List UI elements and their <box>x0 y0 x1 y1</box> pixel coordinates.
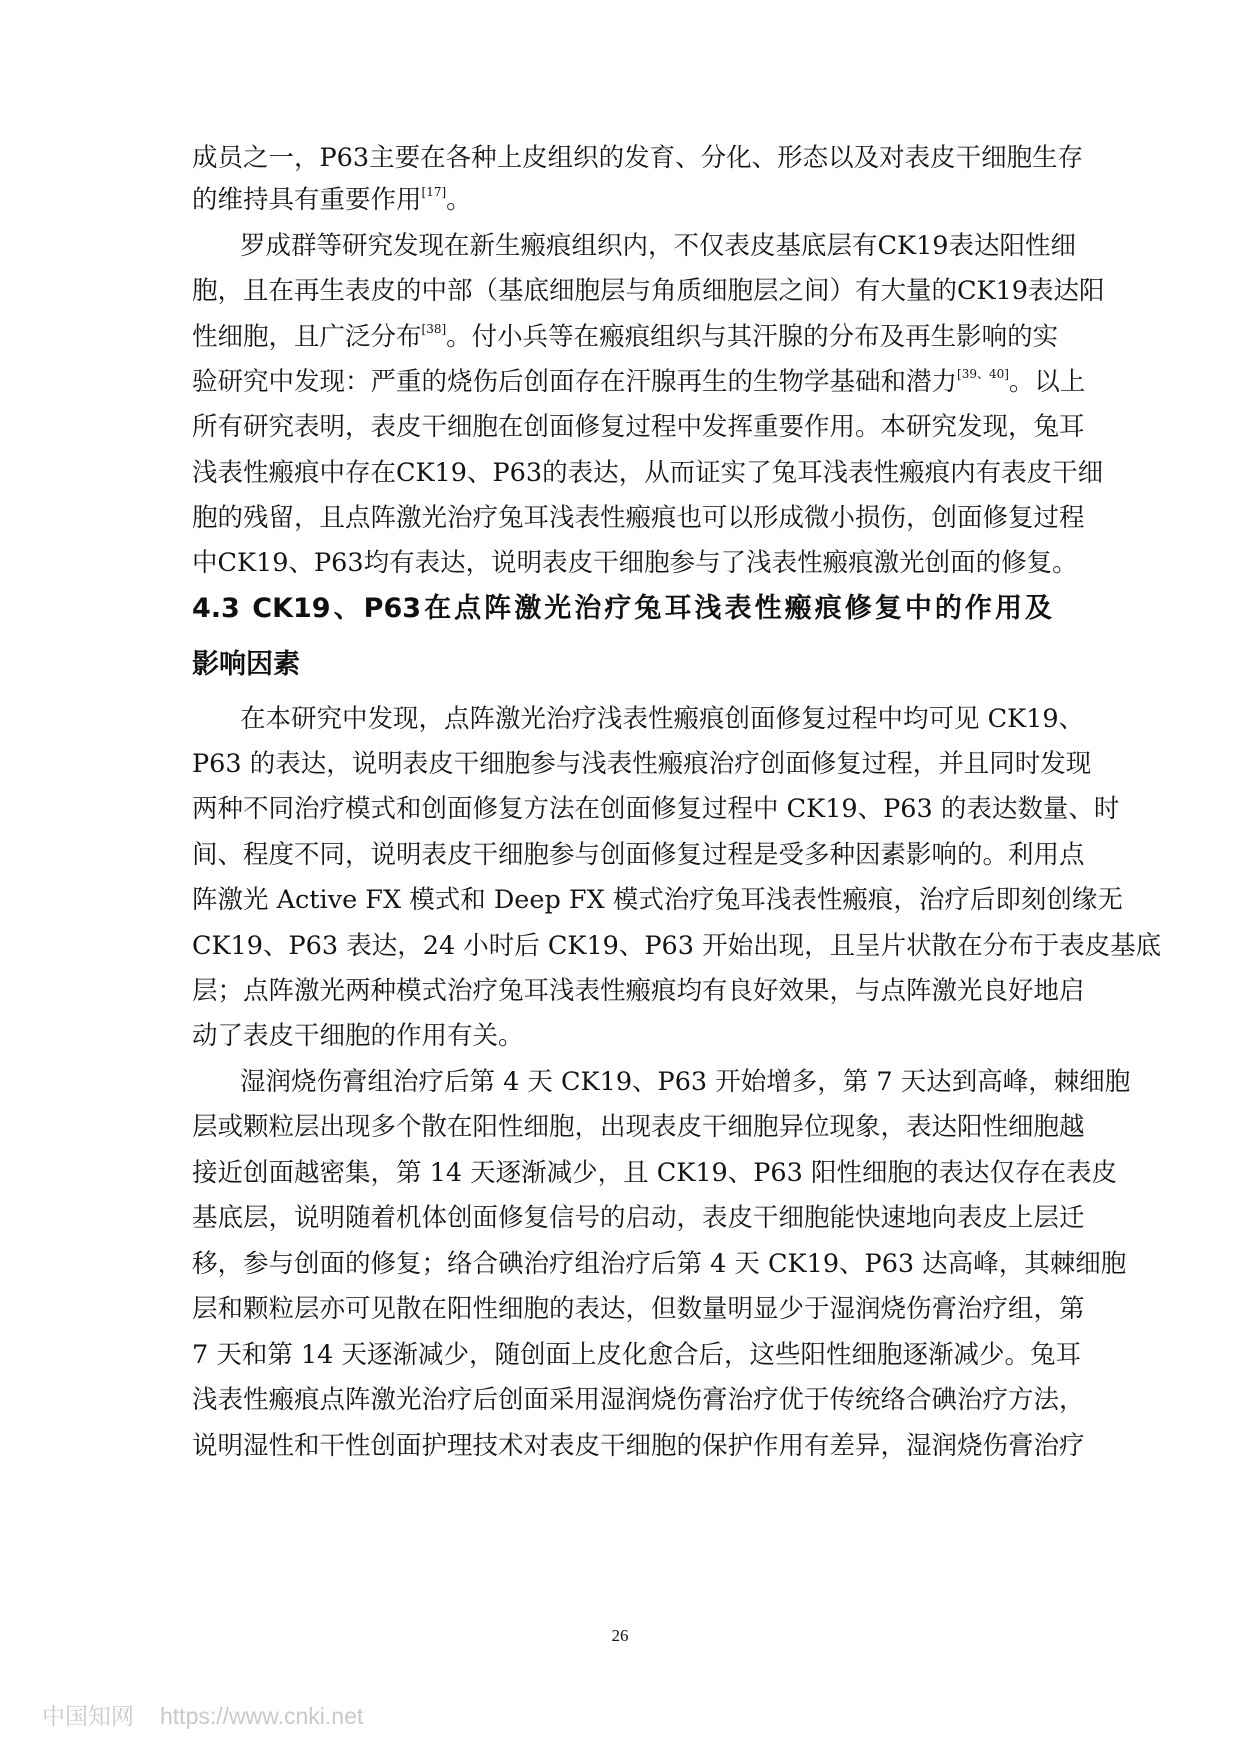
body-line: 所有研究表明，表皮干细胞在创面修复过程中发挥重要作用。本研究发现，兔耳 <box>192 412 1085 442</box>
body-line: 浅表性瘢痕中存在CK19、P63的表达，从而证实了兔耳浅表性瘢痕内有表皮干细 <box>192 458 1104 488</box>
body-line: 接近创面越密集，第 14 天逐渐减少，且 CK19、P63 阳性细胞的表达仅存在表皮 <box>192 1158 1117 1188</box>
body-line: 胞的残留，且点阵激光治疗兔耳浅表性瘢痕也可以形成微小损伤，创面修复过程 <box>192 503 1085 533</box>
body-line: 湿润烧伤膏组治疗后第 4 天 CK19、P63 开始增多，第 7 天达到高峰，棘细胞 <box>240 1067 1131 1097</box>
citation[interactable]: [17] <box>421 185 447 199</box>
body-line: P63 的表达，说明表皮干细胞参与浅表性瘢痕治疗创面修复过程，并且同时发现 <box>192 749 1092 779</box>
body-line: 移，参与创面的修复；络合碘治疗组治疗后第 4 天 CK19、P63 达高峰，其棘细胞 <box>192 1249 1127 1279</box>
body-line: 层或颗粒层出现多个散在阳性细胞，出现表皮干细胞异位现象，表达阳性细胞越 <box>192 1112 1085 1142</box>
body-line: 7 天和第 14 天逐渐减少，随创面上皮化愈合后，这些阳性细胞逐渐减少。兔耳 <box>192 1340 1081 1370</box>
body-line: 阵激光 Active FX 模式和 Deep FX 模式治疗兔耳浅表性瘢痕，治疗后即刻创缘无 <box>192 885 1123 915</box>
watermark <box>42 1702 363 1730</box>
body-line: 的维持具有重要作用[17]。 <box>192 185 472 215</box>
section-heading: 4.3 CK19、P63在点阵激光治疗兔耳浅表性瘢痕修复中的作用及 <box>192 593 1052 624</box>
body-line: 性细胞，且广泛分布[38]。付小兵等在瘢痕组织与其汗腺的分布及再生影响的实 <box>192 322 1059 352</box>
body-line: CK19、P63 表达，24 小时后 CK19、P63 开始出现，且呈片状散在分布于表皮基底 <box>192 931 1162 961</box>
body-line: 在本研究中发现，点阵激光治疗浅表性瘢痕创面修复过程中均可见 CK19、 <box>240 704 1085 734</box>
body-line: 浅表性瘢痕点阵激光治疗后创面采用湿润烧伤膏治疗优于传统络合碘治疗方法， <box>192 1385 1085 1415</box>
body-line: 动了表皮干细胞的作用有关。 <box>192 1021 524 1051</box>
body-line: 罗成群等研究发现在新生瘢痕组织内，不仅表皮基底层有CK19表达阳性细 <box>240 231 1077 261</box>
citation[interactable]: [38] <box>421 322 447 336</box>
watermark-url[interactable]: https://www.cnki.net <box>160 1703 364 1729</box>
body-line: 中CK19、P63均有表达，说明表皮干细胞参与了浅表性瘢痕激光创面的修复。 <box>192 548 1078 578</box>
body-line: 两种不同治疗模式和创面修复方法在创面修复过程中 CK19、P63 的表达数量、时 <box>192 794 1120 824</box>
body-line: 说明湿性和干性创面护理技术对表皮干细胞的保护作用有差异，湿润烧伤膏治疗 <box>192 1431 1085 1461</box>
body-line: 间、程度不同，说明表皮干细胞参与创面修复过程是受多种因素影响的。利用点 <box>192 840 1085 870</box>
watermark-brand: 中国知网 <box>42 1703 134 1729</box>
body-line: 层和颗粒层亦可见散在阳性细胞的表达，但数量明显少于湿润烧伤膏治疗组，第 <box>192 1294 1085 1324</box>
body-line: 层；点阵激光两种模式治疗兔耳浅表性瘢痕均有良好效果，与点阵激光良好地启 <box>192 976 1085 1006</box>
page-number: 26 <box>611 1626 629 1645</box>
body-line: 胞，且在再生表皮的中部（基底细胞层与角质细胞层之间）有大量的CK19表达阳 <box>192 276 1105 306</box>
citation[interactable]: [39、40] <box>957 367 1009 381</box>
body-line: 验研究中发现：严重的烧伤后创面存在汗腺再生的生物学基础和潜力[39、40]。以上 <box>192 367 1086 397</box>
body-line: 成员之一，P63主要在各种上皮组织的发育、分化、形态以及对表皮干细胞生存 <box>192 143 1084 173</box>
body-line: 基底层，说明随着机体创面修复信号的启动，表皮干细胞能快速地向表皮上层迁 <box>192 1203 1085 1233</box>
section-heading-continuation: 影响因素 <box>192 649 300 680</box>
